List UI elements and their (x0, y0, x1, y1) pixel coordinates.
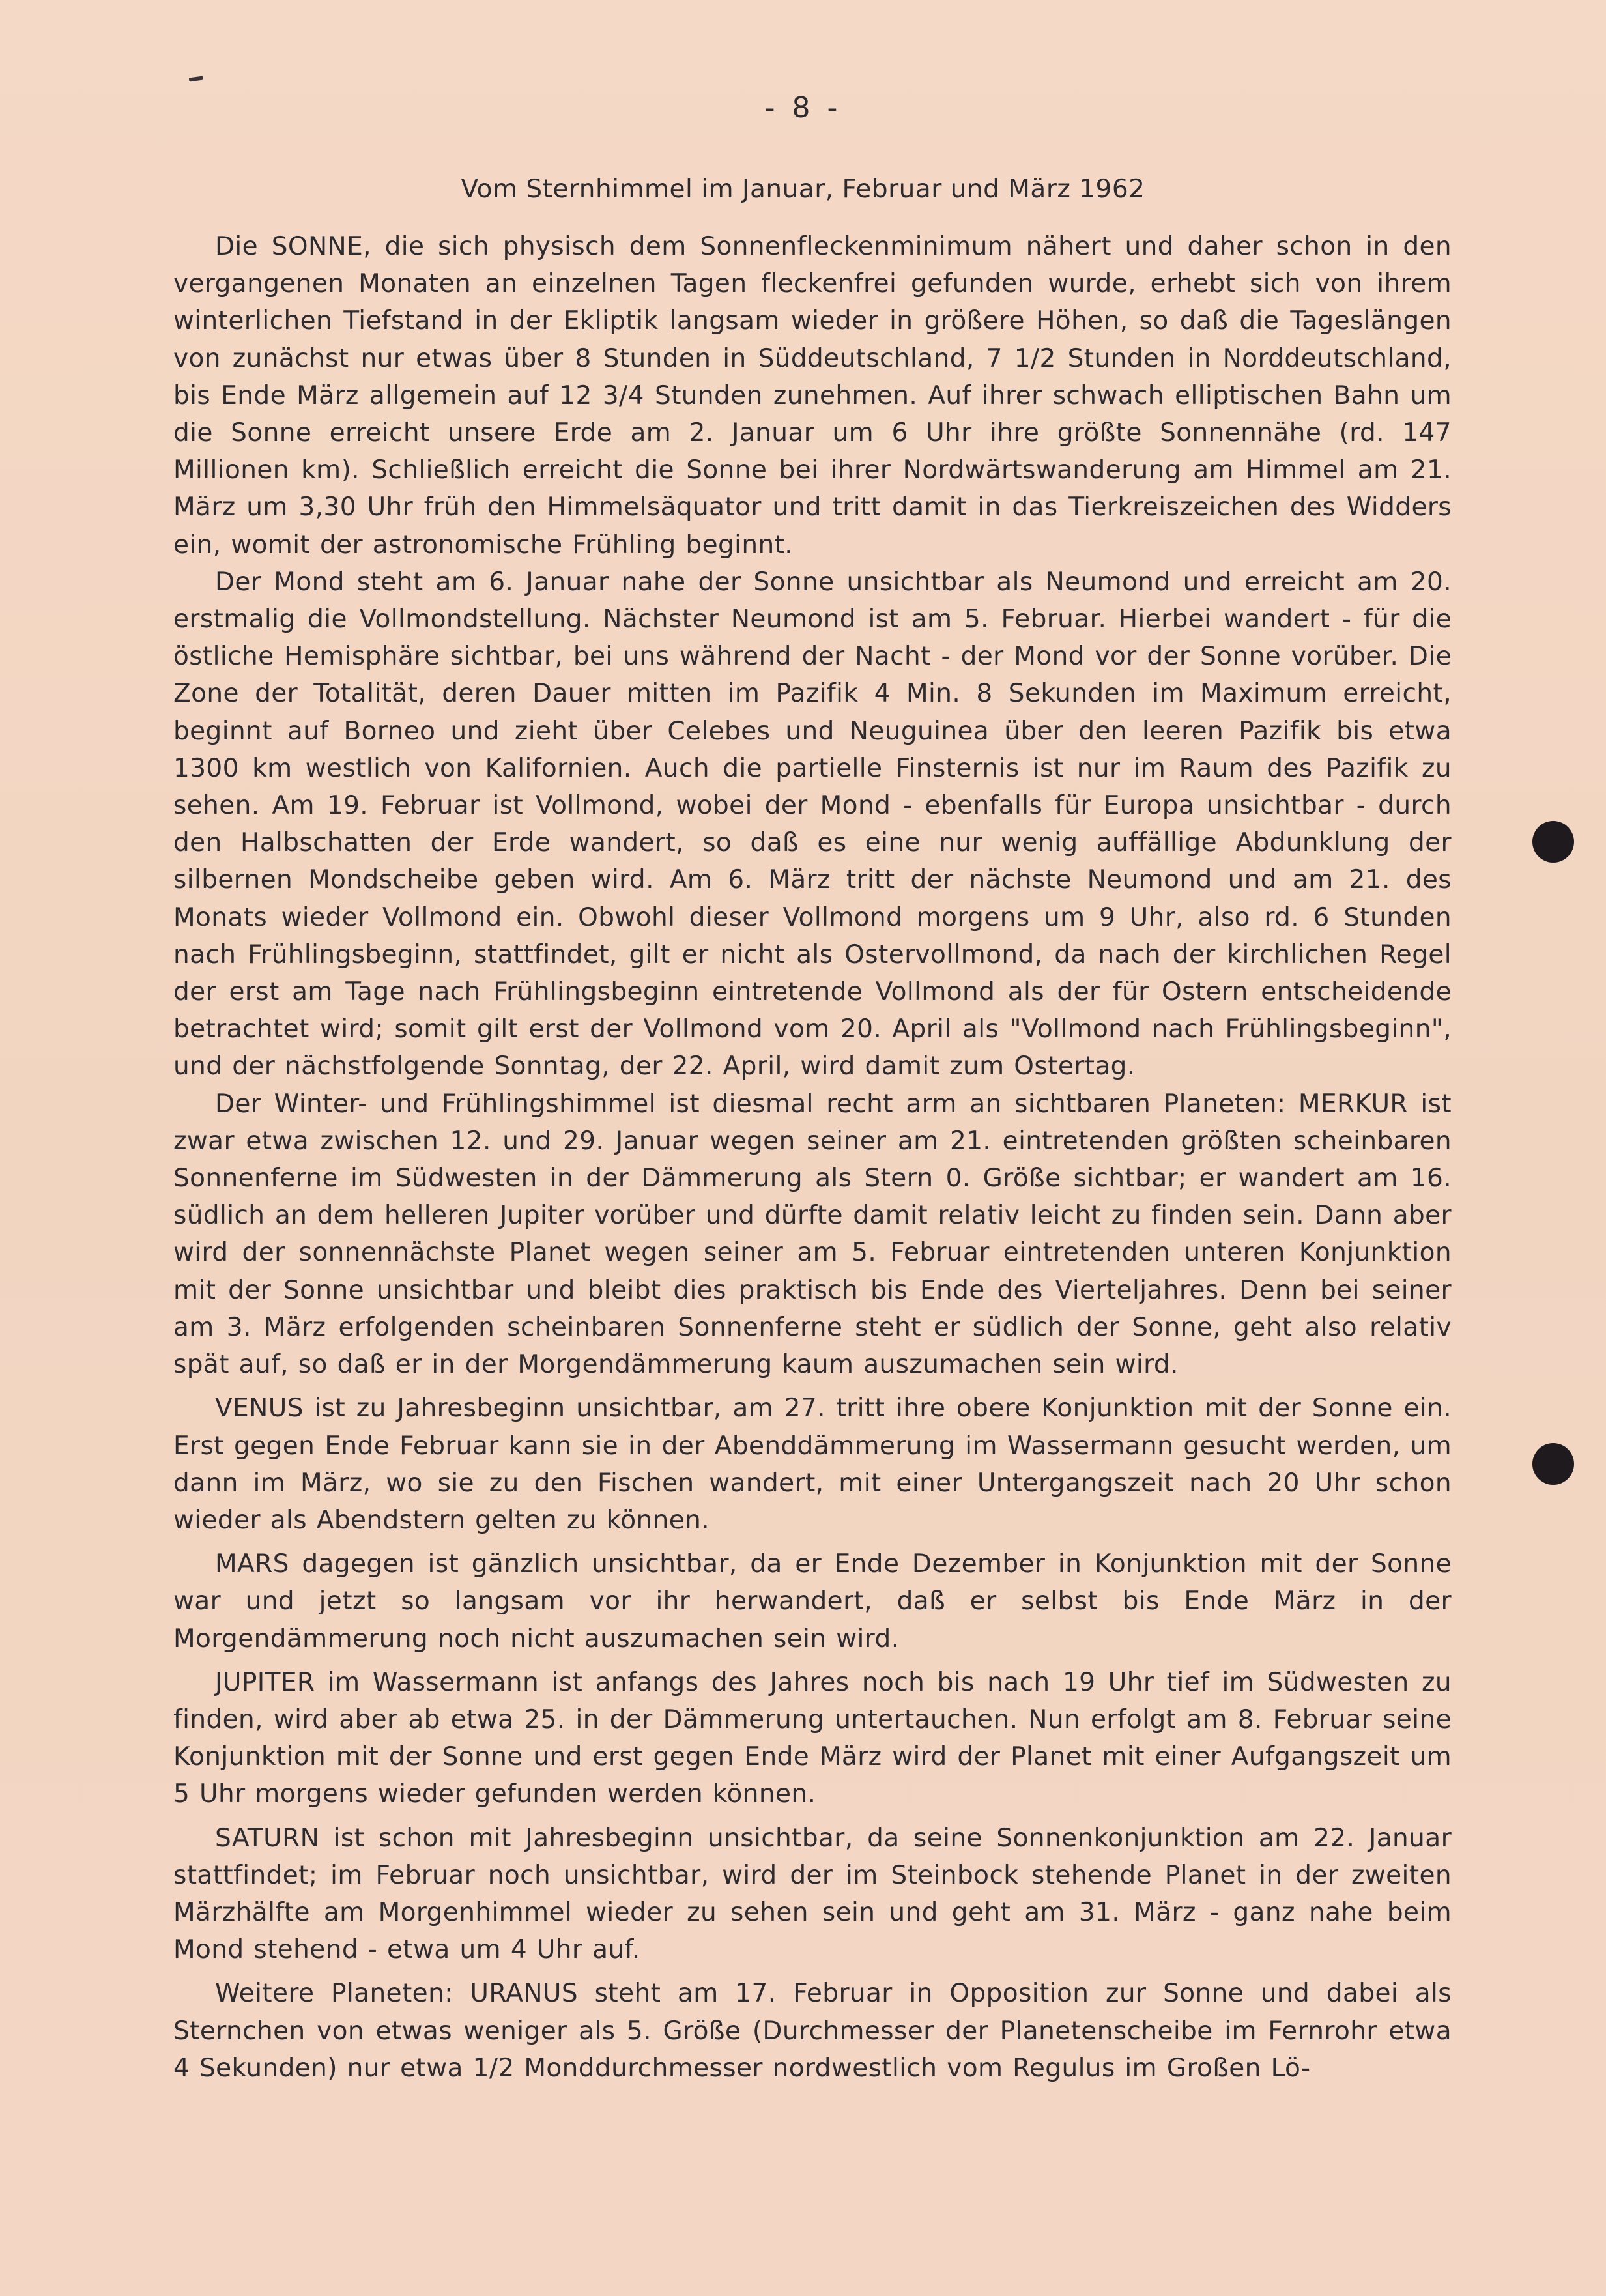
paragraph-sonne: Die SONNE, die sich physisch dem Sonnenfleckenminimum nähert und daher schon in den vergangenen Monaten an einzelnen Tagen fleckenfrei gefunden wurde, erhebt sich von ihrem winterlichen Tiefstand in der Ekliptik langsam wieder in größere Höhen, so daß die Tageslängen von zunächst nur etwas über 8 Stunden in Süddeutschland, 7 1/2 Stunden in Norddeutschland, bis Ende März allgemein auf 12 3/4 Stunden zunehmen. Auf ihrer schwach elliptischen Bahn um die Sonne erreicht unsere Erde am 2. Januar um 6 Uhr ihre größte Sonnennähe (rd. 147 Millionen km). Schließlich erreicht die Sonne bei ihrer Nordwärtswanderung am Himmel am 21. März um 3,30 Uhr früh den Himmelsäquator und tritt damit in das Tierkreiszeichen des Widders ein, womit der astronomische Frühling beginnt. (173, 232, 1452, 560)
page-number: - 8 - (764, 91, 842, 124)
punch-hole (1532, 1443, 1574, 1485)
punch-hole (1532, 821, 1574, 863)
paragraph-merkur: Der Winter- und Frühlingshimmel ist diesmal recht arm an sichtbaren Planeten: MERKUR ist zwar etwa zwischen 12. und 29. Januar wegen seiner am 21. eintretenden größten scheinbaren Sonnenferne im Südwesten in der Dämmerung als Stern 0. Größe sichtbar; er wandert am 16. südlich an dem helleren Jupiter vorüber und dürfte damit relativ leicht zu finden sein. Dann aber wird der sonnennächste Planet wegen seiner am 5. Februar eintretenden unteren Konjunktion mit der Sonne unsichtbar und bleibt dies praktisch bis Ende des Vierteljahres. Denn bei seiner am 3. März erfolgenden scheinbaren Sonnenferne steht er südlich der Sonne, geht also relativ spät auf, so daß er in der Morgendämmerung kaum auszumachen sein wird. (173, 1089, 1452, 1380)
paragraph-mond: Der Mond steht am 6. Januar nahe der Sonne unsichtbar als Neumond und erreicht am 20. erstmalig die Vollmondstellung. Nächster Neumond ist am 5. Februar. Hierbei wandert - für die östliche Hemisphäre sichtbar, bei uns während der Nacht - der Mond vor der Sonne vorüber. Die Zone der Totalität, deren Dauer mitten im Pazifik 4 Min. 8 Sekunden im Maximum erreicht, beginnt auf Borneo und zieht über Celebes und Neuguinea über den leeren Pazifik bis etwa 1300 km westlich von Kalifornien. Auch die partielle Finsternis ist nur im Raum des Pazifik zu sehen. Am 19. Februar ist Vollmond, wobei der Mond - ebenfalls für Europa unsichtbar - durch den Halbschatten der Erde wandert, so daß es eine nur wenig auffällige Abdunklung der silbernen Mondscheibe geben wird. Am 6. März tritt der nächste Neumond und am 21. des Monats wieder Vollmond ein. Obwohl dieser Vollmond morgens um 9 Uhr, also rd. 6 Stunden nach Frühlingsbeginn, stattfindet, gilt er nicht als Ostervollmond, da nach der kirchlichen Regel der erst am Tage nach Frühlingsbeginn eintretende Vollmond als der für Ostern entscheidende betrachtet wird; somit gilt erst der Vollmond vom 20. April als "Vollmond nach Frühlingsbeginn", und der nächstfolgende Sonntag, der 22. April, wird damit zum Ostertag. (173, 567, 1452, 1082)
article-body (173, 228, 1452, 2087)
article-title: Vom Sternhimmel im Januar, Februar und März 1962 (461, 175, 1145, 204)
paragraph-jupiter: JUPITER im Wassermann ist anfangs des Jahres noch bis nach 19 Uhr tief im Südwesten zu finden, wird aber ab etwa 25. in der Dämmerung untertauchen. Nun erfolgt am 8. Februar seine Konjunktion mit der Sonne und erst gegen Ende März wird der Planet mit einer Aufgangszeit um 5 Uhr morgens wieder gefunden werden können. (173, 1667, 1452, 1809)
paragraph-mars: MARS dagegen ist gänzlich unsichtbar, da er Ende Dezember in Konjunktion mit der Sonne war und jetzt so langsam vor ihr herwandert, daß er selbst bis Ende März in der Morgendämmerung noch nicht auszumachen sein wird. (173, 1549, 1452, 1654)
paragraph-saturn: SATURN ist schon mit Jahresbeginn unsichtbar, da seine Sonnenkonjunktion am 22. Januar stattfindet; im Februar noch unsichtbar, wird der im Steinbock stehende Planet in der zweiten Märzhälfte am Morgenhimmel wieder zu sehen sein und geht am 31. März - ganz nahe beim Mond stehend - etwa um 4 Uhr auf. (173, 1823, 1452, 1965)
ink-mark (189, 76, 204, 81)
paragraph-uranus: Weitere Planeten: URANUS steht am 17. Februar in Opposition zur Sonne und dabei als Sternchen von etwas weniger als 5. Größe (Durchmesser der Planetenscheibe im Fernrohr etwa 4 Sekunden) nur etwa 1/2 Monddurchmesser nordwestlich vom Regulus im Großen Lö- (173, 1979, 1452, 2083)
paragraph-venus: VENUS ist zu Jahresbeginn unsichtbar, am 27. tritt ihre obere Konjunktion mit der Sonne ein. Erst gegen Ende Februar kann sie in der Abenddämmerung im Wassermann gesucht werden, um dann im März, wo sie zu den Fischen wandert, mit einer Untergangszeit nach 20 Uhr schon wieder als Abendstern gelten zu können. (173, 1394, 1452, 1535)
